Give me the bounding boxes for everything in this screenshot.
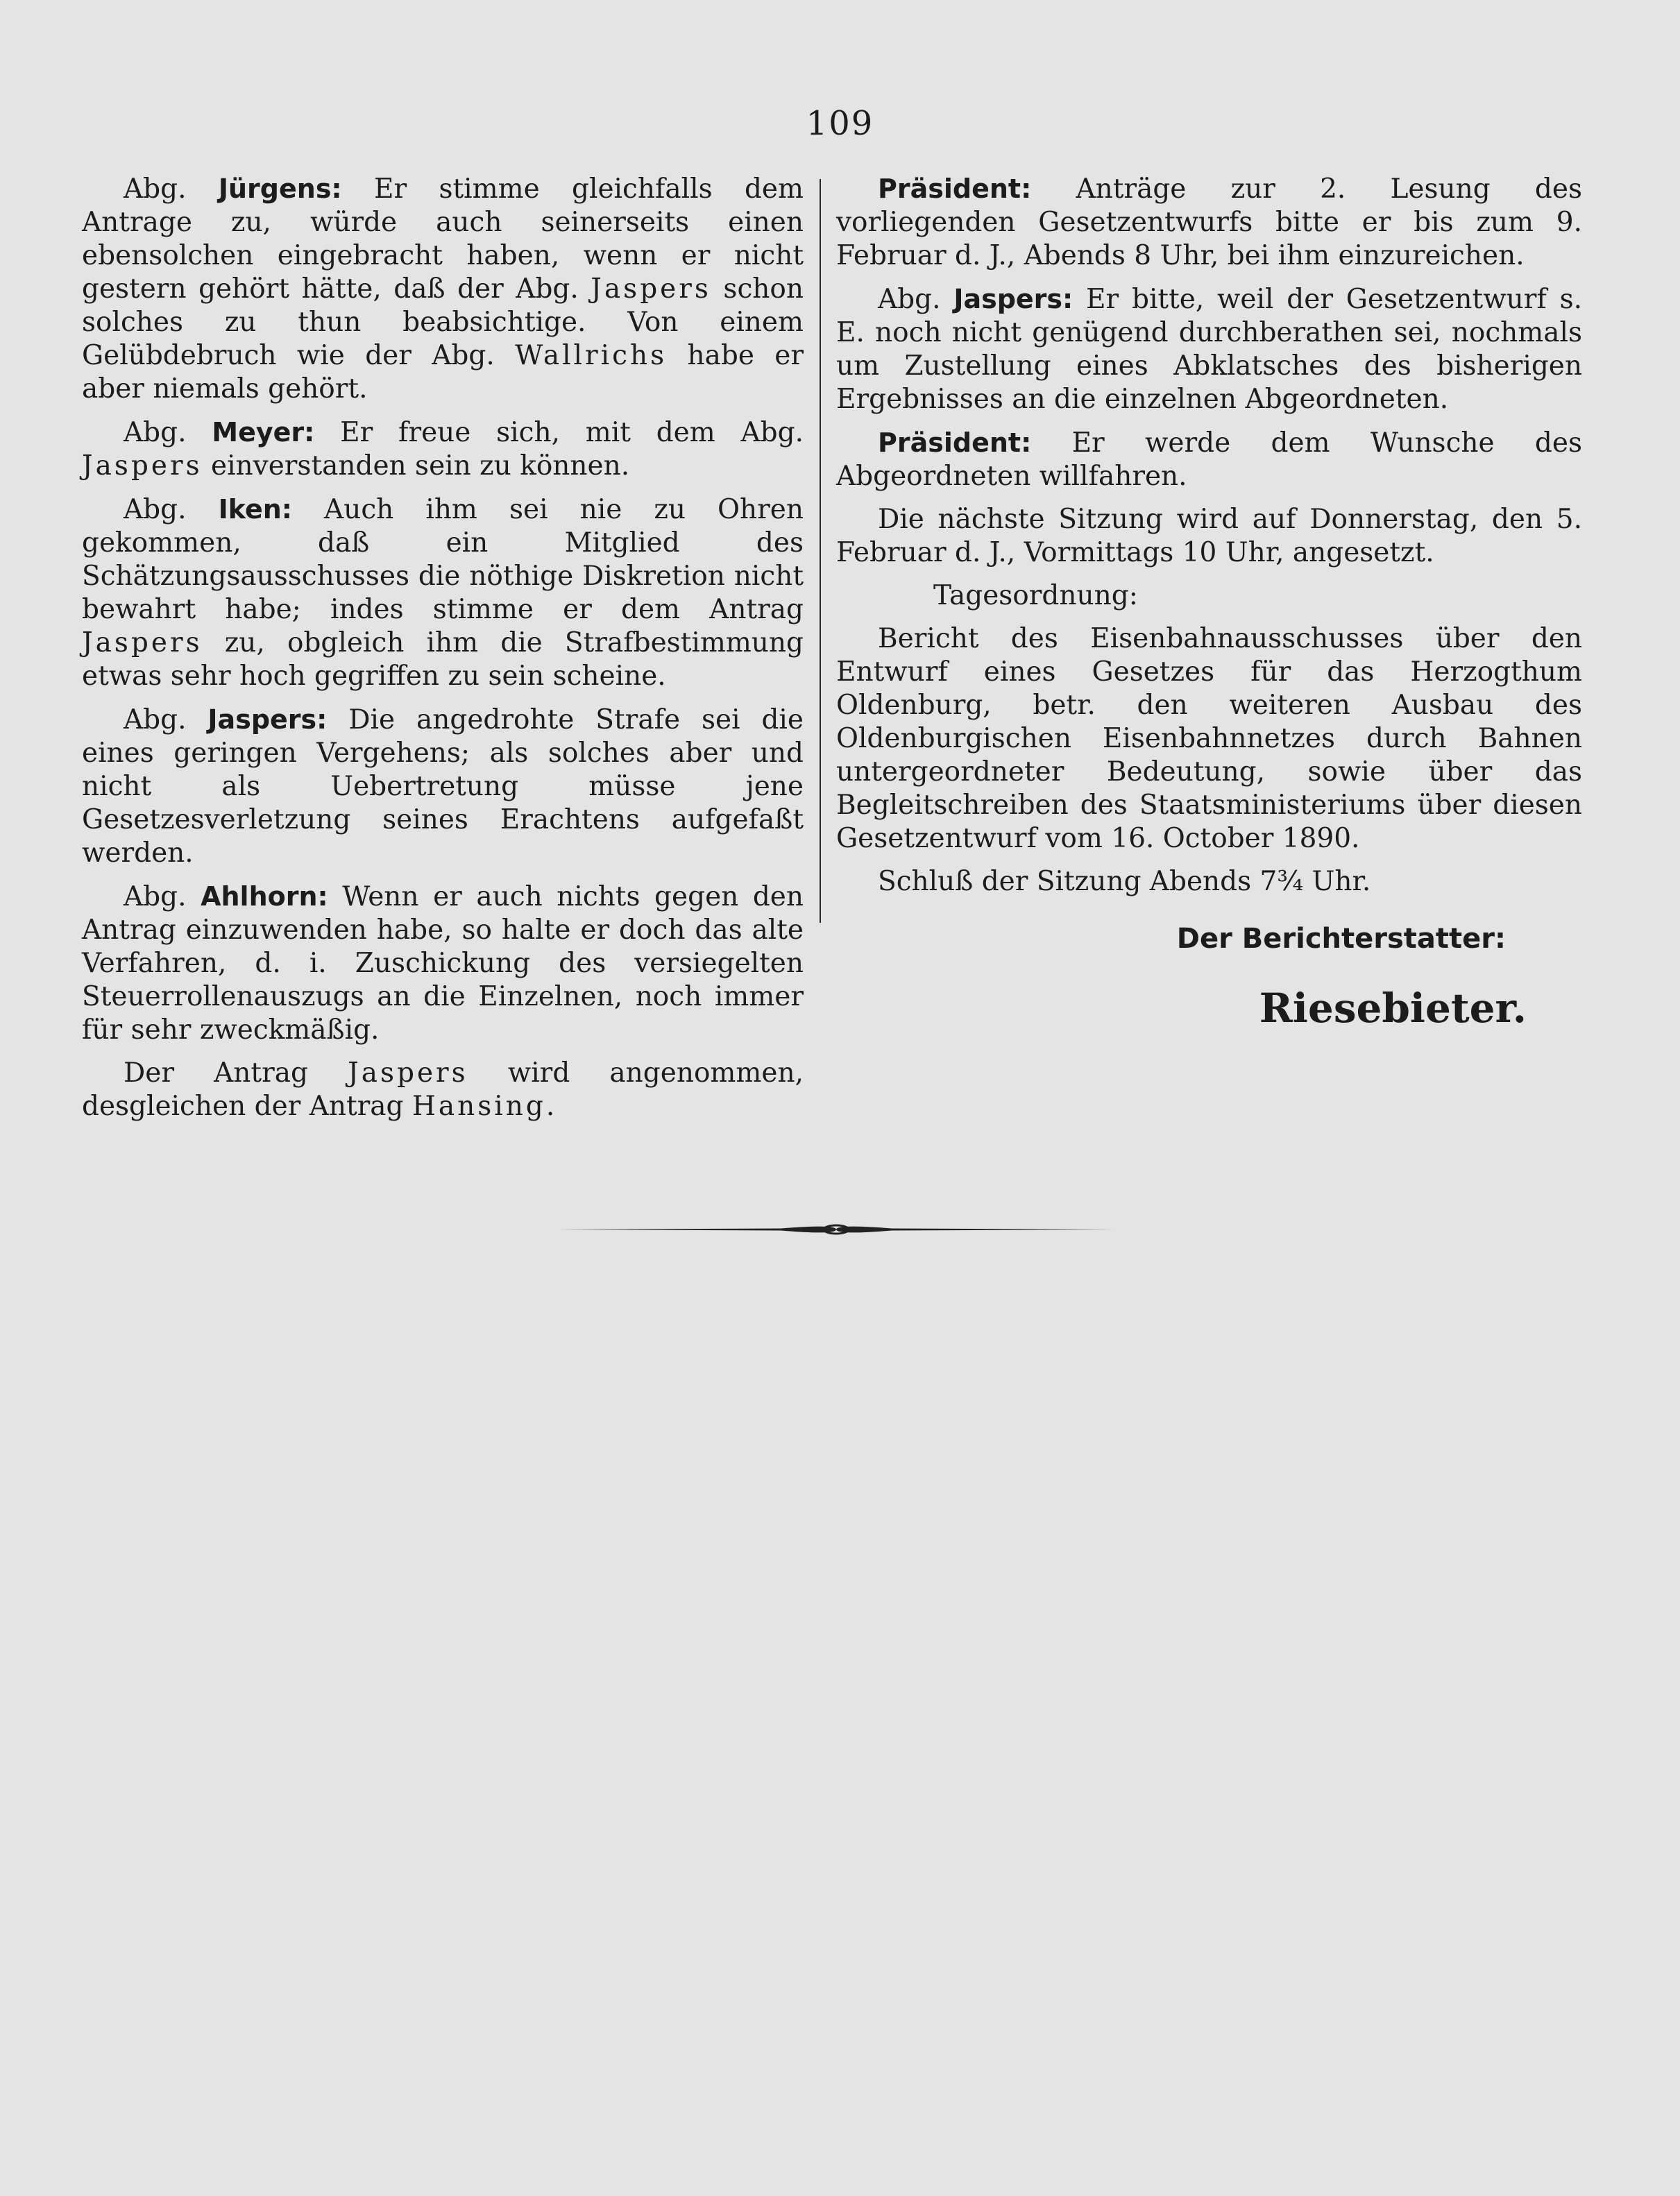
paragraph-text: einverstanden sein zu können. bbox=[202, 450, 630, 482]
paragraph-jaspers-2 bbox=[836, 282, 1582, 416]
paragraph-text: Er freue sich, mit dem Abg. bbox=[314, 417, 804, 448]
paragraph-text: Bericht des Eisenbahnausschusses über den Entwurf eines Gesetzes für das Herzogthum Oldenburg, betr. den weiteren Ausbau des Oldenburgischen Eisenbahnnetzes durch Bahnen untergeordneter Bedeutung, sowie über das Begleitschreiben des Staatsministeriums über diesen Gesetzentwurf vom 16. October 1890. bbox=[836, 623, 1582, 854]
spaced-name: Jaspers bbox=[82, 627, 203, 658]
paragraph-text: Die nächste Sitzung wird auf Donnerstag, den 5. Februar d. J., Vormittags 10 Uhr, angesetzt. bbox=[836, 504, 1582, 568]
paragraph-text: Er werde dem Wunsche des Abgeordneten willfahren. bbox=[836, 427, 1582, 492]
column-divider bbox=[820, 179, 821, 923]
spaced-name: Wallrichs bbox=[515, 340, 668, 371]
paragraph-meyer bbox=[82, 416, 804, 483]
paragraph-text: Die angedrohte Strafe sei die eines geringen Vergehens; als solches aber und nicht als Uebertretung müsse jene Gesetzesverletzung seines Erachtens aufgefaßt werden. bbox=[82, 704, 804, 869]
abbrev-abg: Abg. bbox=[878, 284, 941, 315]
ornament-divider-icon bbox=[559, 1216, 1114, 1243]
right-column bbox=[836, 172, 1582, 1032]
speaker-name: Ahlhorn: bbox=[201, 881, 328, 912]
page-number: 109 bbox=[806, 104, 874, 143]
paragraph-text: Der Antrag bbox=[124, 1057, 348, 1089]
spaced-name: Jaspers bbox=[348, 1057, 468, 1089]
paragraph-text: Tagesordnung: bbox=[933, 580, 1138, 611]
paragraph-text: wird angenommen, desgleichen der Antrag bbox=[82, 1057, 804, 1122]
paragraph-text: Anträge zur 2. Lesung des vorliegenden Gesetzentwurfs bitte er bis zum 9. Februar d. J., Abends 8 Uhr, bei ihm einzureichen. bbox=[836, 173, 1582, 271]
speaker-name: Präsident: bbox=[878, 427, 1032, 458]
paragraph-text: schon solches zu thun beabsichtige. Von einem Gelübdebruch wie der Abg. bbox=[82, 273, 804, 371]
paragraph-text: habe er aber niemals gehört. bbox=[82, 340, 804, 405]
speaker-name: Jürgens: bbox=[218, 173, 342, 204]
abbrev-abg: Abg. bbox=[124, 704, 187, 735]
paragraph-text: zu, obgleich ihm die Strafbestimmung etwas sehr hoch gegriffen zu sein scheine. bbox=[82, 627, 804, 692]
paragraph-agenda-item bbox=[836, 622, 1582, 856]
left-column bbox=[82, 172, 804, 1133]
paragraph-text: . bbox=[545, 1091, 555, 1122]
spaced-name: Hansing bbox=[411, 1091, 546, 1122]
paragraph-juergens bbox=[82, 172, 804, 406]
paragraph-text: Auch ihm sei nie zu Ohren gekommen, daß ein Mitglied des Schätzungsausschusses die nöthige Diskretion nicht bewahrt habe; indes stimme er dem Antrag bbox=[82, 494, 804, 625]
reporter-label: Der Berichterstatter: bbox=[1176, 923, 1506, 955]
speaker-name: Jaspers: bbox=[953, 284, 1074, 314]
abbrev-abg: Abg. bbox=[124, 173, 187, 205]
paragraph-text: Wenn er auch nichts gegen den Antrag einzuwenden habe, so halte er doch das alte Verfahren, d. i. Zuschickung des versiegelten Steuerrollenauszugs an die Einzelnen, noch immer für sehr zweckmäßig. bbox=[82, 881, 804, 1046]
spaced-name: Jaspers bbox=[591, 273, 711, 305]
paragraph-jaspers bbox=[82, 703, 804, 870]
paragraph-text: Schluß der Sitzung Abends 7¾ Uhr. bbox=[878, 866, 1371, 897]
abbrev-abg: Abg. bbox=[124, 494, 187, 525]
paragraph-iken bbox=[82, 493, 804, 693]
spaced-name: Jaspers bbox=[82, 450, 203, 482]
speaker-name: Iken: bbox=[218, 494, 292, 525]
paragraph-praesident-2 bbox=[836, 426, 1582, 493]
paragraph-ahlhorn bbox=[82, 880, 804, 1047]
abbrev-abg: Abg. bbox=[124, 417, 187, 448]
abbrev-abg: Abg. bbox=[124, 881, 187, 912]
paragraph-text: Er bitte, weil der Gesetzentwurf s. E. noch nicht genügend durchberathen sei, nochmals um Zustellung eines Abklatsches des bisherigen Ergebnisses an die einzelnen Abgeordneten. bbox=[836, 284, 1582, 415]
paragraph-text: Er stimme gleichfalls dem Antrage zu, würde auch seinerseits einen ebensolchen eingebracht haben, wenn er nicht gestern gehört hätte, daß der Abg. bbox=[82, 173, 804, 305]
speaker-name: Meyer: bbox=[212, 417, 315, 448]
reporter-name: Riesebieter. bbox=[1259, 985, 1527, 1032]
paragraph-closing bbox=[836, 865, 1582, 899]
agenda-heading bbox=[836, 579, 1582, 613]
paragraph-praesident-1 bbox=[836, 172, 1582, 273]
paragraph-antrag bbox=[82, 1057, 804, 1123]
speaker-name: Präsident: bbox=[878, 173, 1032, 204]
paragraph-next-session bbox=[836, 503, 1582, 570]
speaker-name: Jaspers: bbox=[207, 704, 328, 735]
